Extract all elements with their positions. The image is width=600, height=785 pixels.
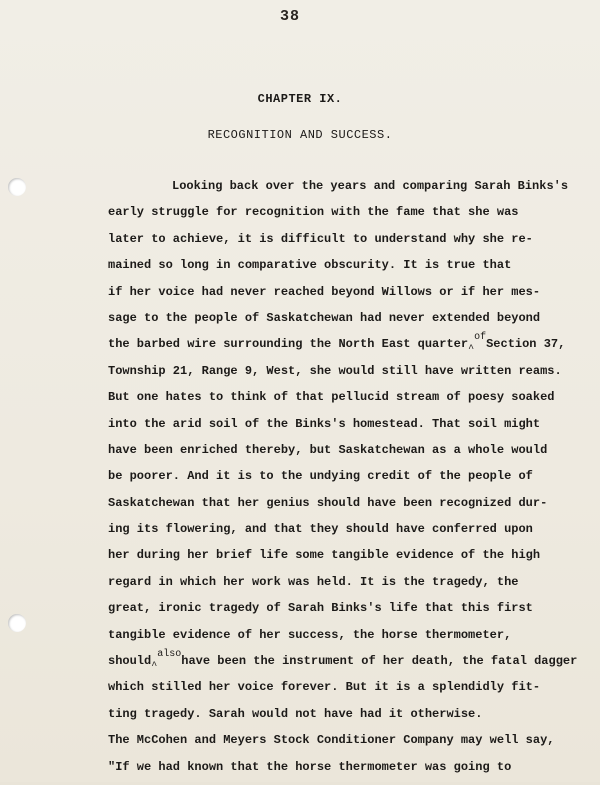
text-line: later to achieve, it is difficult to understand why she re- (108, 231, 533, 246)
text-line: ing its flowering, and that they should have conferred upon (108, 522, 533, 537)
insertion-caret: ^ (468, 344, 475, 356)
line-text: have been the instrument of her death, the fatal dagger (181, 654, 578, 669)
page-number: 38 (280, 8, 301, 25)
text-line: which stilled her voice forever. But it is a splendidly fit- (108, 680, 541, 695)
text-line: sage to the people of Saskatchewan had never extended beyond (108, 310, 541, 325)
text-line: have been enriched thereby, but Saskatchewan as a whole would (108, 442, 548, 457)
text-line: great, ironic tragedy of Sarah Binks's life that this first (108, 601, 533, 616)
text-line: "If we had known that the horse thermometer was going to (108, 759, 512, 774)
chapter-title: RECOGNITION AND SUCCESS. (207, 128, 393, 142)
text-line-with-insertion (108, 649, 578, 679)
text-line: But one hates to think of that pellucid stream of poesy soaked (108, 390, 555, 405)
text-line: ting tragedy. Sarah would not have had it otherwise. (108, 706, 483, 721)
punch-hole-bottom (8, 614, 26, 632)
text-line: The McCohen and Meyers Stock Conditioner Company may well say, (108, 733, 555, 748)
text-line: Township 21, Range 9, West, she would still have written reams. (108, 363, 562, 378)
text-line: mained so long in comparative obscurity. It is true that (108, 258, 512, 273)
line-text: Section 37, (486, 337, 566, 352)
punch-hole-top (8, 178, 26, 196)
chapter-heading: CHAPTER IX. (257, 92, 343, 106)
text-line: Looking back over the years and comparing Sarah Binks's (172, 179, 569, 193)
text-line: Saskatchewan that her genius should have been recognized dur- (108, 495, 548, 510)
handwritten-insertion: also (157, 649, 182, 661)
body-text (108, 178, 578, 785)
text-line: be poorer. And it is to the undying credit of the people of (108, 469, 533, 484)
text-line: into the arid soil of the Binks's homestead. That soil might (108, 416, 541, 431)
line-text: the barbed wire surrounding the North East quarter (108, 337, 469, 352)
insertion-caret: ^ (151, 661, 158, 673)
text-line: if her voice had never reached beyond Willows or if her mes- (108, 284, 541, 299)
text-line: her during her brief life some tangible evidence of the high (108, 548, 541, 563)
text-line: tangible evidence of her success, the horse thermometer, (108, 627, 512, 642)
text-line: early struggle for recognition with the fame that she was (108, 205, 519, 220)
handwritten-insertion: of (474, 332, 487, 344)
line-text: should (108, 654, 152, 669)
text-line: regard in which her work was held. It is the tragedy, the (108, 574, 519, 589)
text-line-with-insertion (108, 332, 578, 362)
